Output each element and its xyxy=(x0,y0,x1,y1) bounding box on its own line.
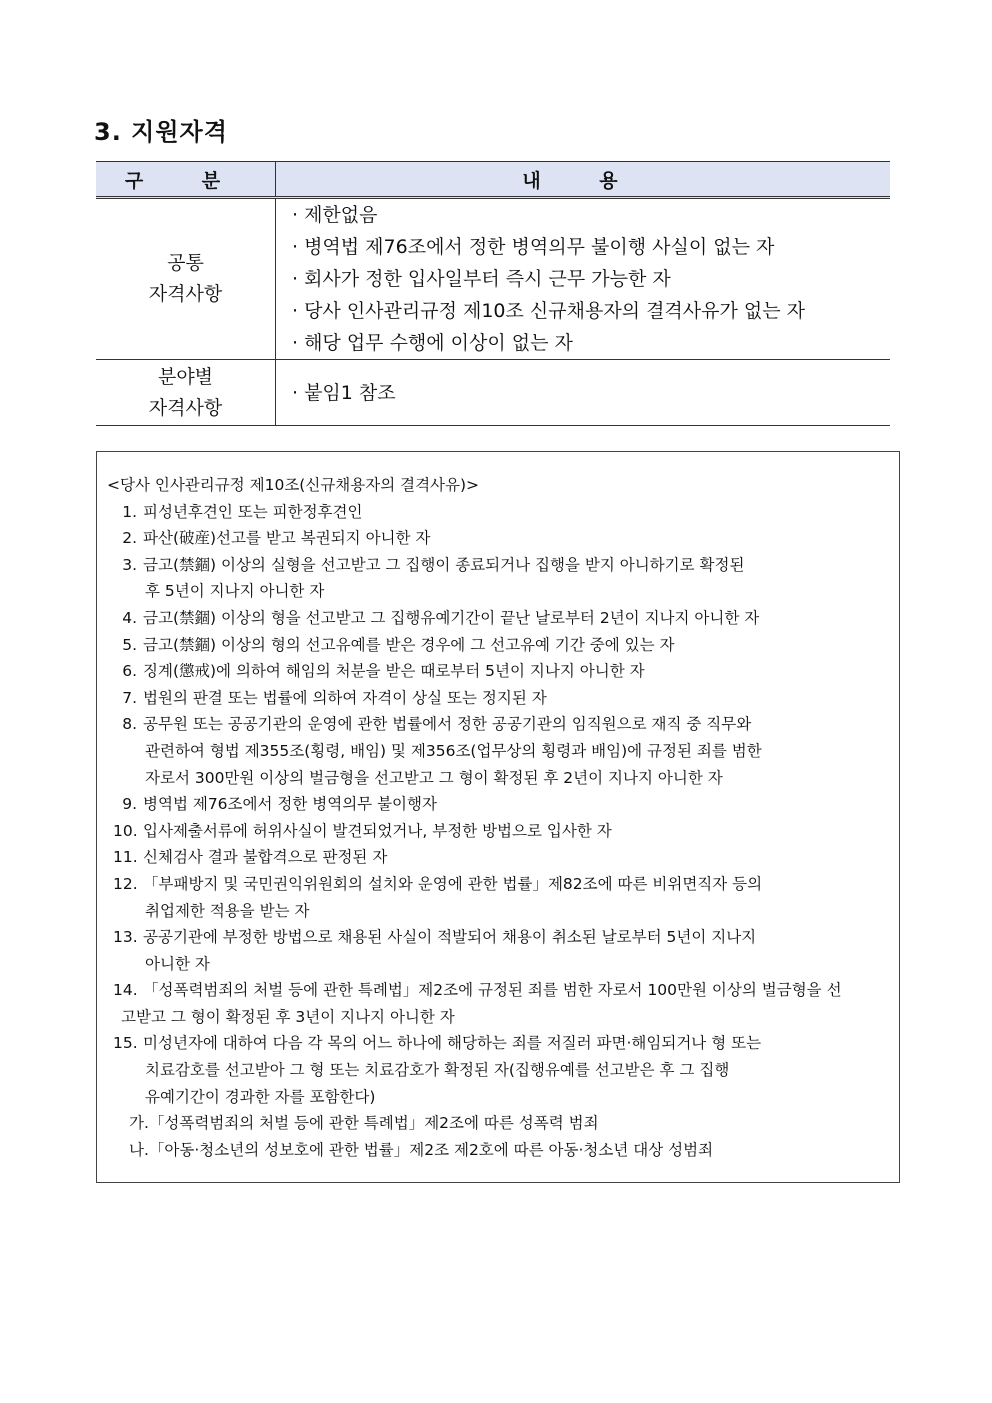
content-cell xyxy=(276,198,891,360)
rule-continuation: 치료감호를 선고받아 그 형 또는 치료감호가 확정된 자(집행유예를 선고받은 후 그 집행 xyxy=(145,1061,730,1080)
bullet-item: · 당사 인사관리규정 제10조 신규채용자의 결격사유가 없는 자 xyxy=(292,300,805,322)
bullet-item: · 회사가 정한 입사일부터 즉시 근무 가능한 자 xyxy=(292,268,671,290)
rule-number: 4. xyxy=(122,608,137,627)
bullet-item: · 병역법 제76조에서 정한 병역의무 불이행 사실이 없는 자 xyxy=(292,236,775,258)
rule-number: 2. xyxy=(122,529,137,548)
rule-item xyxy=(107,924,891,951)
rule-text: 금고(禁錮) 이상의 실형을 선고받고 그 집행이 종료되거나 집행을 받지 아니하기로 확정된 xyxy=(143,555,745,574)
rule-text: 피성년후견인 또는 피한정후견인 xyxy=(143,502,363,521)
rule-text: 「부패방지 및 국민권익위원회의 설치와 운영에 관한 법률」제82조에 따른 비위면직자 등의 xyxy=(143,874,763,893)
rule-item xyxy=(107,844,891,871)
rule-continuation: 관련하여 형법 제355조(횡령, 배임) 및 제356조(업무상의 횡령과 배임)에 규정된 죄를 범한 xyxy=(145,741,762,760)
rule-continuation: 유예기간이 경과한 자를 포함한다) xyxy=(145,1087,376,1106)
category-cell xyxy=(96,198,276,360)
rule-item xyxy=(107,632,891,659)
rule-item xyxy=(107,818,891,845)
qualification-table xyxy=(96,161,890,426)
rule-number: 14. xyxy=(113,981,138,1000)
rule-text: 공무원 또는 공공기관의 운영에 관한 법률에서 정한 공공기관의 임직원으로 재직 중 직무와 xyxy=(143,715,752,734)
rule-item xyxy=(107,525,891,552)
category-line: 분야별 xyxy=(157,365,214,388)
rule-number: 9. xyxy=(122,795,137,814)
bullet-item: · 해당 업무 수행에 이상이 없는 자 xyxy=(292,332,573,354)
rules-heading: <당사 인사관리규정 제10조(신규채용자의 결격사유)> xyxy=(107,476,480,494)
rule-number: 6. xyxy=(122,662,137,681)
table-row-field xyxy=(96,360,890,426)
rule-number: 10. xyxy=(113,821,138,840)
category-cell xyxy=(96,360,276,426)
rule-number: 15. xyxy=(113,1034,138,1053)
table-header-row xyxy=(96,162,890,198)
rule-item xyxy=(107,1030,891,1057)
bullet-item: · 붙임1 참조 xyxy=(292,381,396,404)
header-content: 내 용 xyxy=(276,162,891,198)
rule-text: 미성년자에 대하여 다음 각 목의 어느 하나에 해당하는 죄를 저질러 파면·해임되거나 형 또는 xyxy=(143,1034,762,1053)
table-row-common xyxy=(96,198,890,360)
rule-number: 1. xyxy=(122,502,137,521)
content-cell xyxy=(276,360,891,426)
rule-item xyxy=(107,499,891,526)
rule-text: 신체검사 결과 불합격으로 판정된 자 xyxy=(143,848,388,867)
rule-item xyxy=(107,871,891,898)
rule-continuation: 고받고 그 형이 확정된 후 3년이 지나지 아니한 자 xyxy=(121,1007,455,1026)
bullet-item: · 제한없음 xyxy=(292,204,378,226)
section-title: 3. 지원자격 xyxy=(94,118,228,146)
rule-text: 징계(懲戒)에 의하여 해임의 처분을 받은 때로부터 5년이 지나지 아니한 자 xyxy=(143,662,645,681)
rule-subitem: 가.「성폭력범죄의 처벌 등에 관한 특례법」제2조에 따른 성폭력 범죄 xyxy=(129,1114,599,1133)
disqualification-rules-box xyxy=(96,451,900,1183)
rule-item xyxy=(107,791,891,818)
rule-continuation: 아니한 자 xyxy=(145,954,210,973)
rule-text: 입사제출서류에 허위사실이 발견되었거나, 부정한 방법으로 입사한 자 xyxy=(143,821,612,840)
rule-continuation: 후 5년이 지나지 아니한 자 xyxy=(145,582,325,601)
rule-text: 파산(破産)선고를 받고 복권되지 아니한 자 xyxy=(143,529,431,548)
rule-item xyxy=(107,605,891,632)
rule-text: 병역법 제76조에서 정한 병역의무 불이행자 xyxy=(143,795,437,814)
rule-item xyxy=(107,977,891,1004)
rule-subitem: 나.「아동·청소년의 성보호에 관한 법률」제2조 제2호에 따른 아동·청소년 대상 성범죄 xyxy=(129,1140,714,1159)
rule-item xyxy=(107,552,891,579)
rule-item xyxy=(107,711,891,738)
rule-text: 금고(禁錮) 이상의 형의 선고유예를 받은 경우에 그 선고유예 기간 중에 있는 자 xyxy=(143,635,675,654)
rule-number: 12. xyxy=(113,874,138,893)
rule-number: 3. xyxy=(122,555,137,574)
rule-text: 법원의 판결 또는 법률에 의하여 자격이 상실 또는 정지된 자 xyxy=(143,688,547,707)
header-category: 구 분 xyxy=(96,162,276,198)
rule-continuation: 취업제한 적용을 받는 자 xyxy=(145,901,310,920)
rule-item xyxy=(107,685,891,712)
rule-number: 11. xyxy=(113,848,138,867)
rule-continuation: 자로서 300만원 이상의 벌금형을 선고받고 그 형이 확정된 후 2년이 지나지 아니한 자 xyxy=(145,768,723,787)
rules-list xyxy=(107,472,891,1163)
category-line: 공통 xyxy=(167,252,204,274)
rule-text: 공공기관에 부정한 방법으로 채용된 사실이 적발되어 채용이 취소된 날로부터 5년이 지나지 xyxy=(143,928,757,947)
category-line: 자격사항 xyxy=(148,283,223,305)
rule-number: 13. xyxy=(113,928,138,947)
category-line: 자격사항 xyxy=(148,396,223,419)
rule-number: 8. xyxy=(122,715,137,734)
rule-number: 5. xyxy=(122,635,137,654)
rule-text: 금고(禁錮) 이상의 형을 선고받고 그 집행유예기간이 끝난 날로부터 2년이 지나지 아니한 자 xyxy=(143,608,760,627)
rule-item xyxy=(107,658,891,685)
rule-text: 「성폭력범죄의 처벌 등에 관한 특례법」제2조에 규정된 죄를 범한 자로서 100만원 이상의 벌금형을 선 xyxy=(143,981,842,1000)
rule-number: 7. xyxy=(122,688,137,707)
